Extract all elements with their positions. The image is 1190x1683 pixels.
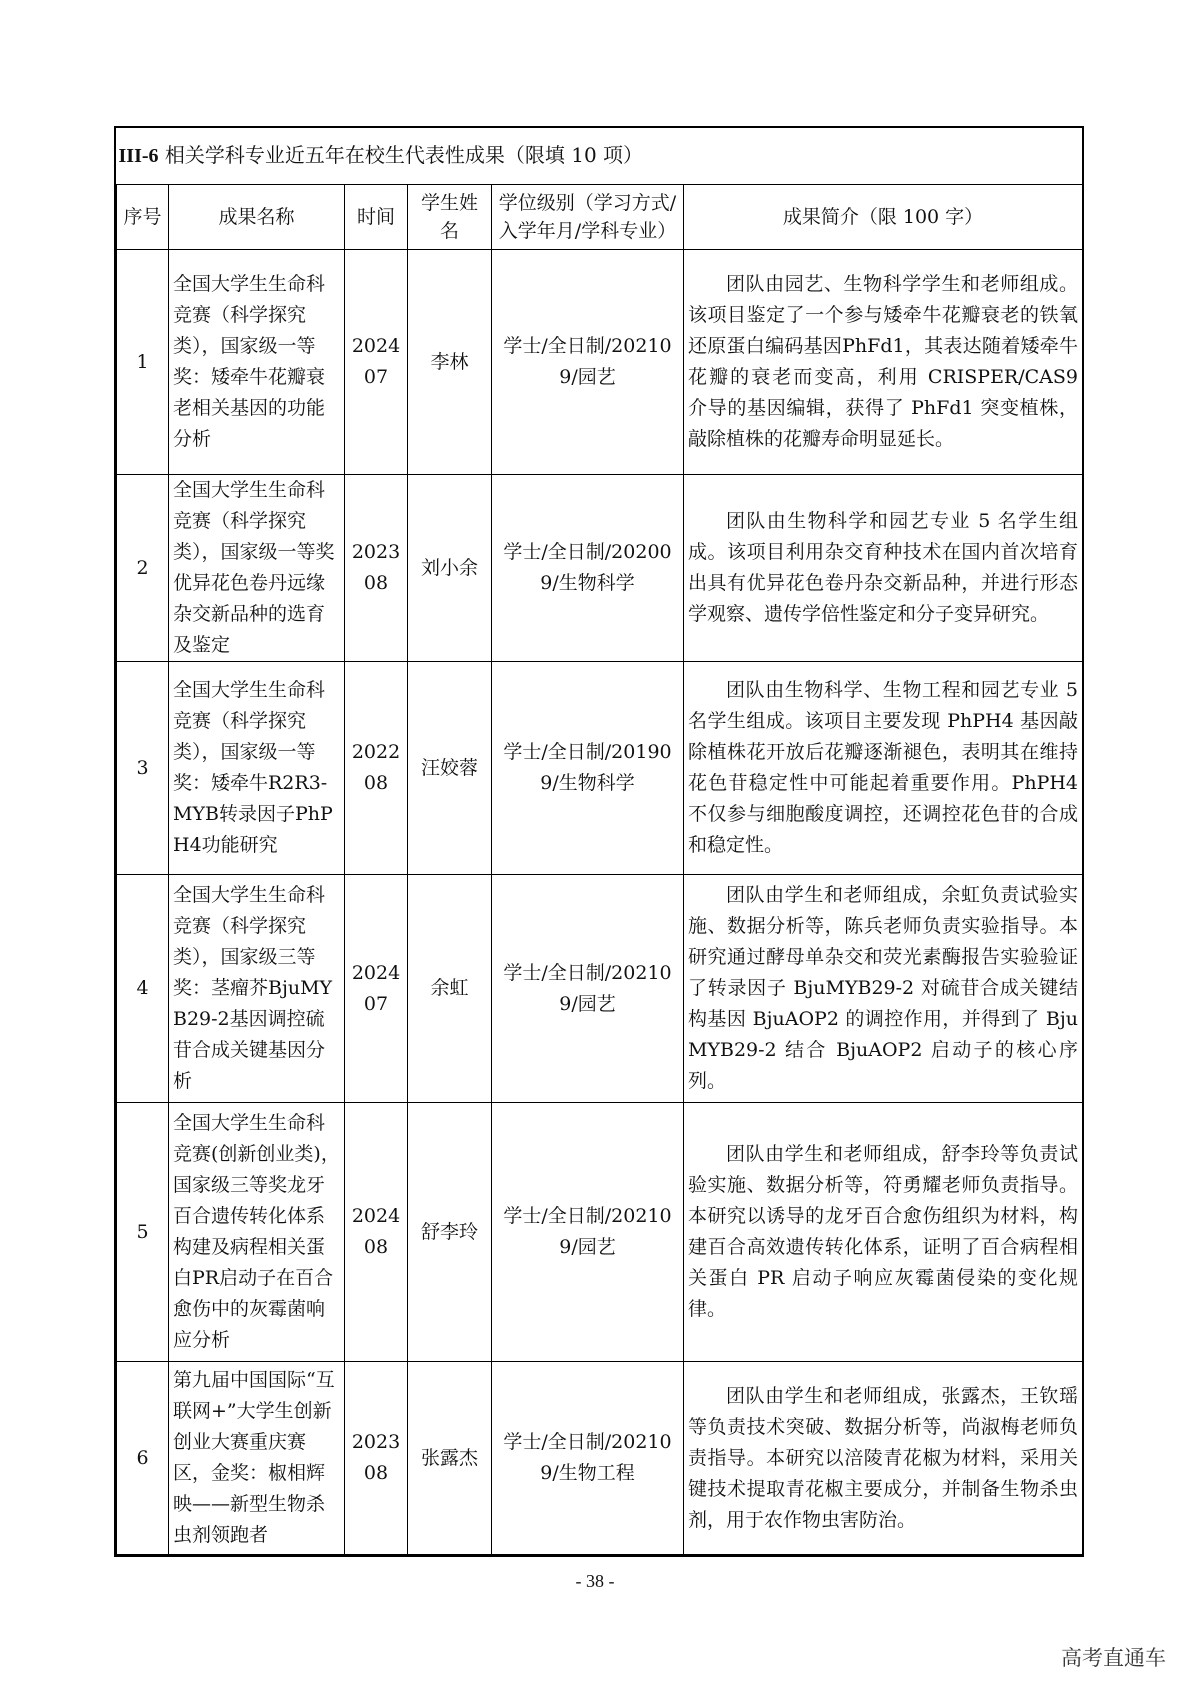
achievements-table: [116, 128, 1083, 1555]
row-student: 余虹: [408, 875, 492, 1103]
header-num: 序号: [117, 185, 169, 250]
row-degree: 学士/全日制/202109/园艺: [492, 250, 684, 475]
row-num: 4: [117, 875, 169, 1103]
table-row: [117, 662, 1083, 875]
row-summary: 团队由园艺、生物科学学生和老师组成。该项目鉴定了一个参与矮牵牛花瓣衰老的铁氧还原蛋白编码基因PhFd1，其表达随着矮牵牛花瓣的衰老而变高，利用 CRISPER/CAS9 介导的基因编辑，获得了 PhFd1 突变植株，敲除植株的花瓣寿命明显延长。: [684, 250, 1083, 475]
row-name: 全国大学生生命科竞赛（科学探究类），国家级一等奖：矮牵牛R2R3-MYB转录因子PhPH4功能研究: [169, 662, 345, 875]
achievements-table-frame: [114, 126, 1084, 1557]
row-num: 1: [117, 250, 169, 475]
row-time: 202208: [345, 662, 408, 875]
row-degree: 学士/全日制/202109/园艺: [492, 875, 684, 1103]
header-summary: 成果简介（限 100 字）: [684, 185, 1083, 250]
row-name: 全国大学生生命科竞赛(创新创业类)，国家级三等奖龙牙百合遗传转化体系构建及病程相关蛋白PR启动子在百合愈伤中的灰霉菌响应分析: [169, 1103, 345, 1362]
row-name: 全国大学生生命科竞赛（科学探究类），国家级三等奖：茎瘤芥BjuMYB29-2基因调控硫苷合成关键基因分析: [169, 875, 345, 1103]
watermark-text: 高考直通车: [1061, 1646, 1166, 1670]
table-row: [117, 475, 1083, 662]
table-row: [117, 1103, 1083, 1362]
row-time: 202308: [345, 1362, 408, 1555]
header-row: [117, 185, 1083, 250]
row-student: 舒李玲: [408, 1103, 492, 1362]
header-degree: 学位级别（学习方式/入学年月/学科专业）: [492, 185, 684, 250]
header-student: 学生姓名: [408, 185, 492, 250]
row-student: 刘小余: [408, 475, 492, 662]
row-time: 202407: [345, 250, 408, 475]
section-title-text: 相关学科专业近五年在校生代表性成果（限填 10 项）: [164, 143, 644, 167]
row-name: 第九届中国国际“互联网+”大学生创新创业大赛重庆赛区，金奖：椒相辉映——新型生物杀虫剂领跑者: [169, 1362, 345, 1555]
row-degree: 学士/全日制/202009/生物科学: [492, 475, 684, 662]
header-name: 成果名称: [169, 185, 345, 250]
row-summary: 团队由学生和老师组成，张露杰，王钦瑶等负责技术突破、数据分析等，尚淑梅老师负责指导。本研究以涪陵青花椒为材料，采用关键技术提取青花椒主要成分，并制备生物杀虫剂，用于农作物虫害防治。: [684, 1362, 1083, 1555]
row-time: 202308: [345, 475, 408, 662]
row-name: 全国大学生生命科竞赛（科学探究类），国家级一等奖：矮牵牛花瓣衰老相关基因的功能分析: [169, 250, 345, 475]
row-degree: 学士/全日制/202109/生物工程: [492, 1362, 684, 1555]
row-degree: 学士/全日制/202109/园艺: [492, 1103, 684, 1362]
page-number: - 38 -: [575, 1571, 615, 1591]
row-time: 202407: [345, 875, 408, 1103]
row-student: 李林: [408, 250, 492, 475]
table-row: [117, 250, 1083, 475]
row-time: 202408: [345, 1103, 408, 1362]
row-name: 全国大学生生命科竞赛（科学探究类），国家级一等奖优异花色卷丹远缘杂交新品种的选育及鉴定: [169, 475, 345, 662]
row-summary: 团队由学生和老师组成，舒李玲等负责试验实施、数据分析等，符勇耀老师负责指导。本研究以诱导的龙牙百合愈伤组织为材料，构建百合高效遗传转化体系，证明了百合病程相关蛋白 PR 启动子响应灰霉菌侵染的变化规律。: [684, 1103, 1083, 1362]
row-num: 2: [117, 475, 169, 662]
section-title: [117, 128, 1083, 185]
row-student: 汪姣蓉: [408, 662, 492, 875]
row-summary: 团队由生物科学、生物工程和园艺专业 5 名学生组成。该项目主要发现 PhPH4 基因敲除植株花开放后花瓣逐渐褪色，表明其在维持花色苷稳定性中可能起着重要作用。PhPH4 不仅参与细胞酸度调控，还调控花色苷的合成和稳定性。: [684, 662, 1083, 875]
row-summary: 团队由学生和老师组成，余虹负责试验实施、数据分析等，陈兵老师负责实验指导。本研究通过酵母单杂交和荧光素酶报告实验验证了转录因子 BjuMYB29-2 对硫苷合成关键结构基因 BjuAOP2 的调控作用，并得到了 BjuMYB29-2 结合 BjuAOP2 启动子的核心序列。: [684, 875, 1083, 1103]
row-student: 张露杰: [408, 1362, 492, 1555]
header-time: 时间: [345, 185, 408, 250]
row-degree: 学士/全日制/201909/生物科学: [492, 662, 684, 875]
table-row: [117, 1362, 1083, 1555]
row-num: 6: [117, 1362, 169, 1555]
section-code: III-6: [118, 145, 159, 167]
row-num: 5: [117, 1103, 169, 1362]
row-num: 3: [117, 662, 169, 875]
table-row: [117, 875, 1083, 1103]
row-summary: 团队由生物科学和园艺专业 5 名学生组成。该项目利用杂交育种技术在国内首次培育出具有优异花色卷丹杂交新品种，并进行形态学观察、遗传学倍性鉴定和分子变异研究。: [684, 475, 1083, 662]
